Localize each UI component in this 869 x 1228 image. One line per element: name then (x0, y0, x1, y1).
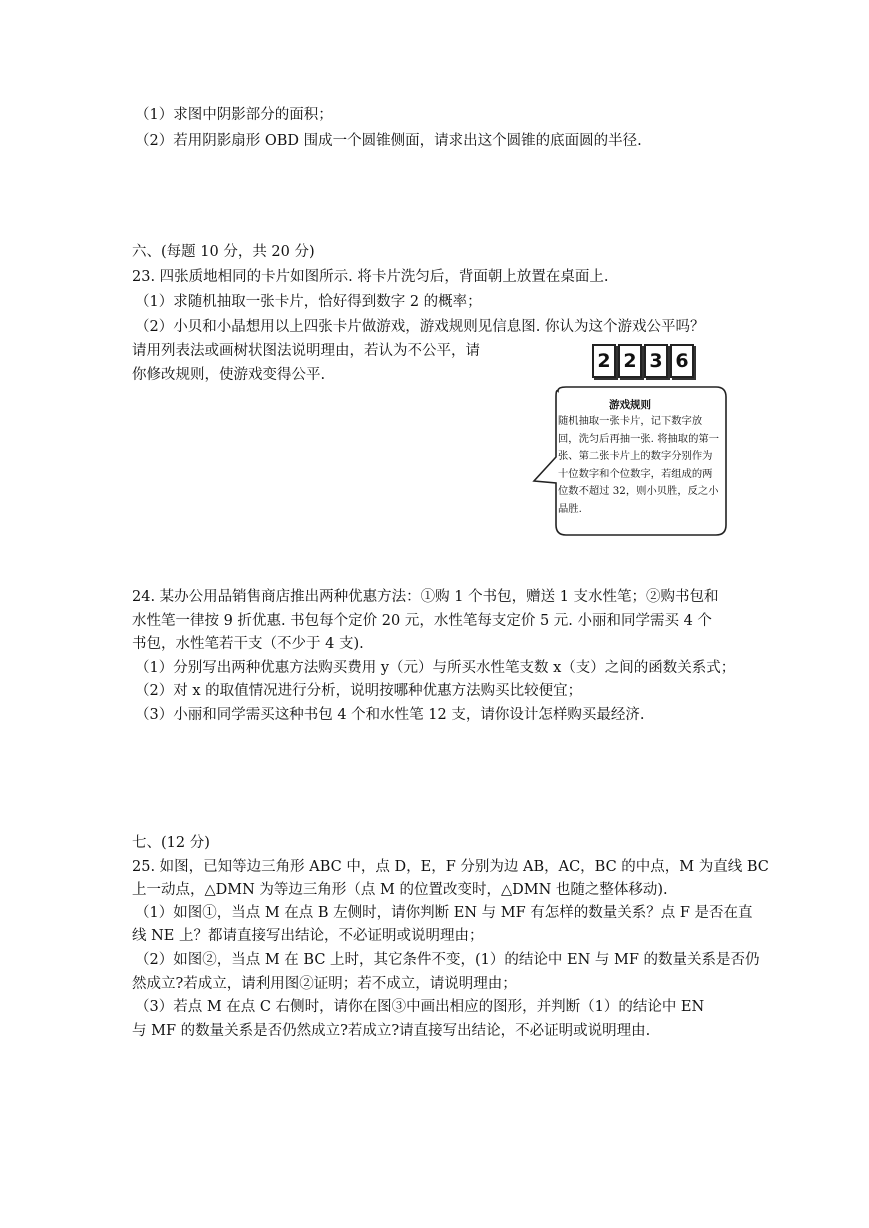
q24-stem-2: 水性笔一律按 9 折优惠. 书包每个定价 20 元，水性笔每支定价 5 元. 小丽和同学需买 4 个 (132, 613, 712, 629)
q24-stem-1: 24. 某办公用品销售商店推出两种优惠方法：①购 1 个书包，赠送 1 支水性笔；②购书包和 (132, 589, 719, 605)
q25-stem-2: 上一动点，△DMN 为等边三角形（点 M 的位置改变时，△DMN 也随之整体移动). (132, 882, 668, 898)
q23-stem: 23. 四张质地相同的卡片如图所示. 将卡片洗匀后，背面朝上放置在桌面上. (132, 269, 609, 285)
q25-part-3-cont: 与 MF 的数量关系是否仍然成立?若成立?请直接写出结论，不必证明或说明理由. (132, 1023, 651, 1039)
game-rule-text: 随机抽取一张卡片，记下数字放回，洗匀后再抽一张. 将抽取的第一张、第二张卡片上的数字分别作为十位数字和个位数字，若组成的两位数不超过 32，则小贝胜，反之小晶胜. (558, 415, 719, 515)
q24-part-1: （1）分别写出两种优惠方法购买费用 y（元）与所买水性笔支数 x（支）之间的函数关系式； (135, 660, 736, 676)
q23-part-2: （2）小贝和小晶想用以上四张卡片做游戏，游戏规则见信息图. 你认为这个游戏公平吗？ (135, 319, 705, 335)
game-rule-bubble (530, 385, 730, 537)
q25-part-2: （2）如图②，当点 M 在 BC 上时，其它条件不变，(1）的结论中 EN 与 MF 的数量关系是否仍 (135, 952, 760, 968)
q25-part-3: （3）若点 M 在点 C 右侧时，请你在图③中画出相应的图形，并判断（1）的结论中 EN (135, 999, 705, 1015)
q24-part-3: （3）小丽和同学需买这种书包 4 个和水性笔 12 支，请你设计怎样购买最经济. (135, 707, 645, 723)
q22-part-1: （1）求图中阴影部分的面积； (135, 107, 333, 123)
card: 2 (592, 344, 616, 378)
q24-stem-3: 书包，水性笔若干支（不少于 4 支). (132, 636, 364, 652)
q25-stem-1: 25. 如图，已知等边三角形 ABC 中，点 D，E，F 分别为边 AB，AC，BC 的中点，M 为直线 BC (132, 859, 769, 875)
q23-part-1: （1）求随机抽取一张卡片，恰好得到数字 2 的概率； (135, 294, 482, 310)
number-cards (592, 344, 694, 378)
q25-part-1-cont: 线 NE 上？都请直接写出结论，不必证明或说明理由； (132, 928, 484, 944)
section-7-heading: 七、(12 分) (132, 835, 210, 851)
q25-part-1: （1）如图①，当点 M 在点 B 左侧时，请你判断 EN 与 MF 有怎样的数量关系？点 F 是否在直 (135, 905, 753, 921)
q24-part-2: （2）对 x 的取值情况进行分析，说明按哪种优惠方法购买比较便宜； (135, 683, 583, 699)
q25-part-2-cont: 然成立?若成立，请利用图②证明；若不成立，请说明理由； (132, 976, 517, 992)
card: 6 (670, 344, 694, 378)
q22-part-2: （2）若用阴影扇形 OBD 围成一个圆锥侧面，请求出这个圆锥的底面圆的半径. (135, 133, 642, 149)
section-6-heading: 六、(每题 10 分，共 20 分) (132, 244, 315, 260)
card: 3 (644, 344, 668, 378)
q23-part-2-cont-1: 请用列表法或画树状图法说明理由，若认为不公平，请 (132, 343, 480, 359)
game-rule-title: 游戏规则 (609, 399, 651, 411)
q23-part-2-cont-2: 你修改规则，使游戏变得公平. (132, 367, 326, 383)
card: 2 (618, 344, 642, 378)
